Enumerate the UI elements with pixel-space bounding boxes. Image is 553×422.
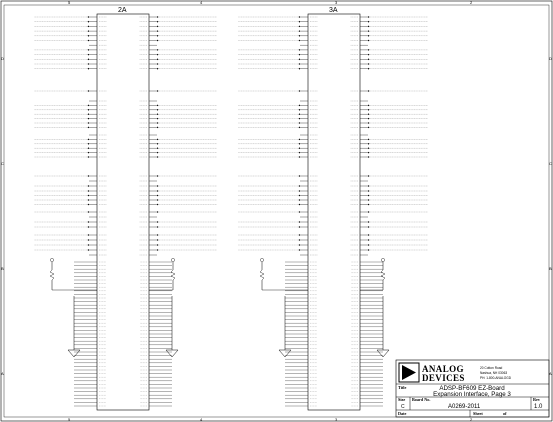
net-port-icon: [87, 68, 89, 70]
net-port-icon: [368, 113, 370, 115]
net-port-icon: [87, 185, 89, 187]
net-port-icon: [157, 90, 159, 92]
net-port-icon: [298, 204, 300, 206]
connector-3a: [285, 7, 383, 410]
sheet-of: of: [503, 411, 507, 416]
net-labels: [34, 16, 428, 251]
net-port-icon: [368, 249, 370, 251]
logo-line-1: ANALOG: [422, 364, 464, 374]
net-port-icon: [368, 40, 370, 42]
net-port-icon: [368, 139, 370, 141]
connector-3a-right-pins: [350, 17, 383, 406]
net-port-icon: [298, 195, 300, 197]
address-line-3: PH: 1-800-ANALOGD: [480, 376, 512, 380]
connector-3a-left-pins: [285, 17, 318, 406]
net-port-icon: [87, 63, 89, 65]
analog-devices-logo: [399, 363, 465, 383]
zone-col-4: 2: [470, 0, 473, 5]
net-port-icon: [87, 90, 89, 92]
address-line-1: 20 Cotton Road: [480, 366, 503, 370]
net-port-icon: [298, 152, 300, 154]
net-port-icon: [298, 54, 300, 56]
net-port-icon: [368, 199, 370, 201]
board-no-value: A0269-2011: [448, 404, 481, 410]
net-port-icon: [157, 221, 159, 223]
rev-value: 1.0: [534, 404, 543, 410]
logo-line-2: DEVICES: [422, 373, 465, 383]
net-port-icon: [298, 118, 300, 120]
net-port-icon: [87, 244, 89, 246]
net-port-icon: [368, 54, 370, 56]
zone-row-b: B: [1, 266, 4, 271]
connector-2a-left-pins: [74, 17, 107, 406]
net-port-icon: [298, 105, 300, 107]
net-port-icon: [157, 185, 159, 187]
net-port-icon: [298, 49, 300, 51]
net-port-icon: [368, 68, 370, 70]
net-port-icon: [298, 40, 300, 42]
net-port-icon: [368, 244, 370, 246]
net-port-icon: [157, 40, 159, 42]
net-port-icon: [87, 109, 89, 111]
title-label: Title: [398, 385, 407, 390]
net-port-icon: [298, 21, 300, 23]
zone-col-3: 3: [335, 0, 338, 5]
net-port-icon: [87, 40, 89, 42]
net-port-icon: [157, 54, 159, 56]
net-port-icon: [157, 118, 159, 120]
title-line-1: ADSP-BF609 EZ-Board: [439, 385, 505, 392]
net-port-icon: [87, 118, 89, 120]
net-port-icon: [87, 105, 89, 107]
net-port-icon: [298, 35, 300, 37]
net-port-icon: [368, 122, 370, 124]
net-port-icon: [87, 122, 89, 124]
net-port-icon: [157, 249, 159, 251]
zone-col-2: 4: [200, 0, 203, 5]
net-port-icon: [157, 204, 159, 206]
net-port-icon: [368, 58, 370, 60]
net-port-icon: [298, 58, 300, 60]
net-port-icon: [368, 90, 370, 92]
title-block: [396, 360, 549, 417]
resistor-r2: [149, 258, 175, 290]
net-port-icon: [157, 143, 159, 145]
net-port-icon: [87, 199, 89, 201]
net-port-icon: [368, 239, 370, 241]
net-port-icon: [157, 58, 159, 60]
net-port-icon: [368, 204, 370, 206]
net-port-icon: [87, 113, 89, 115]
net-port-icon: [298, 249, 300, 251]
net-port-icon: [298, 190, 300, 192]
zone-col-1b: 5: [68, 417, 71, 422]
net-port-icon: [87, 143, 89, 145]
net-port-icon: [87, 204, 89, 206]
connector-2a-right-pins: [139, 17, 172, 406]
resistor-r3: [260, 258, 308, 290]
net-port-icon: [87, 211, 89, 213]
net-port-icon: [298, 244, 300, 246]
net-port-icon: [87, 156, 89, 158]
net-port-icon: [87, 226, 89, 228]
net-port-icon: [87, 175, 89, 177]
schematic-symbols: [50, 258, 389, 357]
net-port-icon: [87, 234, 89, 236]
net-port-icon: [157, 199, 159, 201]
net-port-icon: [157, 139, 159, 141]
net-port-icon: [368, 152, 370, 154]
rev-label: Rev: [533, 397, 540, 402]
connector-2a: [74, 7, 172, 410]
net-port-icon: [87, 30, 89, 32]
net-port-icon: [298, 226, 300, 228]
net-port-icon: [87, 249, 89, 251]
size-label: Size: [398, 397, 406, 402]
net-port-icon: [368, 16, 370, 18]
net-port-icon: [368, 190, 370, 192]
zone-col-3b: 3: [335, 417, 338, 422]
net-port-icon: [298, 122, 300, 124]
net-port-icon: [157, 239, 159, 241]
net-port-icon: [298, 63, 300, 65]
net-port-icon: [368, 35, 370, 37]
net-port-icon: [368, 143, 370, 145]
net-port-icon: [298, 90, 300, 92]
net-port-icon: [157, 16, 159, 18]
zone-row-c: C: [1, 161, 4, 166]
net-port-icon: [368, 156, 370, 158]
net-port-icon: [157, 195, 159, 197]
net-port-icon: [157, 211, 159, 213]
zone-row-a-r: A: [549, 371, 552, 376]
net-port-icon: [298, 211, 300, 213]
address-line-2: Nashua, NH 03063: [480, 371, 508, 375]
zone-row-b-r: B: [549, 266, 552, 271]
net-port-icon: [368, 147, 370, 149]
net-port-icon: [87, 16, 89, 18]
net-port-icon: [157, 35, 159, 37]
net-port-icon: [368, 26, 370, 28]
net-port-icon: [298, 185, 300, 187]
size-value: C: [401, 404, 405, 410]
net-port-icon: [157, 147, 159, 149]
resistor-r1: [50, 258, 97, 290]
net-port-icon: [87, 54, 89, 56]
net-port-icon: [87, 195, 89, 197]
net-port-icon: [298, 68, 300, 70]
net-port-icon: [298, 143, 300, 145]
net-port-icon: [298, 199, 300, 201]
net-port-icon: [87, 152, 89, 154]
net-port-icon: [157, 26, 159, 28]
connector-3a-label: 3A: [329, 7, 338, 14]
net-port-icon: [157, 21, 159, 23]
net-port-icon: [368, 105, 370, 107]
net-port-icon: [368, 185, 370, 187]
drawing-frame: [4, 5, 549, 417]
net-port-icon: [368, 49, 370, 51]
net-port-icon: [157, 190, 159, 192]
zone-col-4b: 2: [470, 417, 473, 422]
net-port-icon: [298, 16, 300, 18]
net-port-icon: [157, 68, 159, 70]
net-port-icon: [157, 30, 159, 32]
net-port-icon: [298, 113, 300, 115]
connector-2a-label: 2A: [118, 7, 127, 14]
net-port-icon: [157, 156, 159, 158]
net-port-icon: [87, 26, 89, 28]
zone-markers: [1, 0, 552, 422]
sheet-label: Sheet: [473, 411, 483, 416]
net-port-icon: [157, 109, 159, 111]
net-port-icon: [368, 127, 370, 129]
zone-col-2b: 4: [200, 417, 203, 422]
net-port-icon: [87, 21, 89, 23]
date-label: Date: [398, 411, 407, 416]
net-port-icon: [298, 221, 300, 223]
net-port-icon: [87, 58, 89, 60]
zone-row-c-r: C: [549, 161, 552, 166]
net-port-icon: [368, 118, 370, 120]
net-port-icon: [87, 35, 89, 37]
net-port-icon: [87, 127, 89, 129]
net-port-icon: [298, 234, 300, 236]
net-port-icon: [298, 147, 300, 149]
board-no-label: Board No.: [412, 397, 431, 402]
net-port-icon: [298, 239, 300, 241]
net-port-icon: [87, 147, 89, 149]
net-port-icon: [157, 234, 159, 236]
net-port-icon: [298, 30, 300, 32]
net-port-icon: [368, 30, 370, 32]
net-port-icon: [157, 122, 159, 124]
net-port-icon: [368, 211, 370, 213]
net-port-icon: [157, 226, 159, 228]
net-port-icon: [368, 63, 370, 65]
net-port-icon: [157, 244, 159, 246]
net-port-icon: [368, 109, 370, 111]
net-port-icon: [368, 175, 370, 177]
zone-row-d-r: D: [549, 56, 552, 61]
zone-col-1: 5: [68, 0, 71, 5]
net-port-icon: [298, 26, 300, 28]
net-port-icon: [157, 175, 159, 177]
net-port-icon: [298, 175, 300, 177]
net-port-icon: [298, 156, 300, 158]
net-port-icon: [87, 190, 89, 192]
net-port-icon: [157, 105, 159, 107]
net-port-icon: [368, 221, 370, 223]
net-port-icon: [298, 127, 300, 129]
net-port-icon: [87, 139, 89, 141]
resistor-r4: [360, 258, 385, 290]
net-port-icon: [368, 234, 370, 236]
net-port-icon: [157, 127, 159, 129]
net-port-icon: [87, 221, 89, 223]
net-port-icon: [298, 139, 300, 141]
net-port-icon: [157, 49, 159, 51]
net-port-icon: [298, 109, 300, 111]
net-port-icon: [87, 49, 89, 51]
zone-row-a: A: [1, 371, 4, 376]
zone-row-d: D: [1, 56, 4, 61]
title-line-2: Expansion Interface, Page 3: [433, 391, 511, 398]
net-port-icon: [368, 21, 370, 23]
net-port-icon: [157, 152, 159, 154]
net-port-icon: [157, 63, 159, 65]
net-port-icon: [157, 113, 159, 115]
net-port-icon: [87, 239, 89, 241]
net-port-icon: [368, 226, 370, 228]
net-port-icon: [368, 195, 370, 197]
